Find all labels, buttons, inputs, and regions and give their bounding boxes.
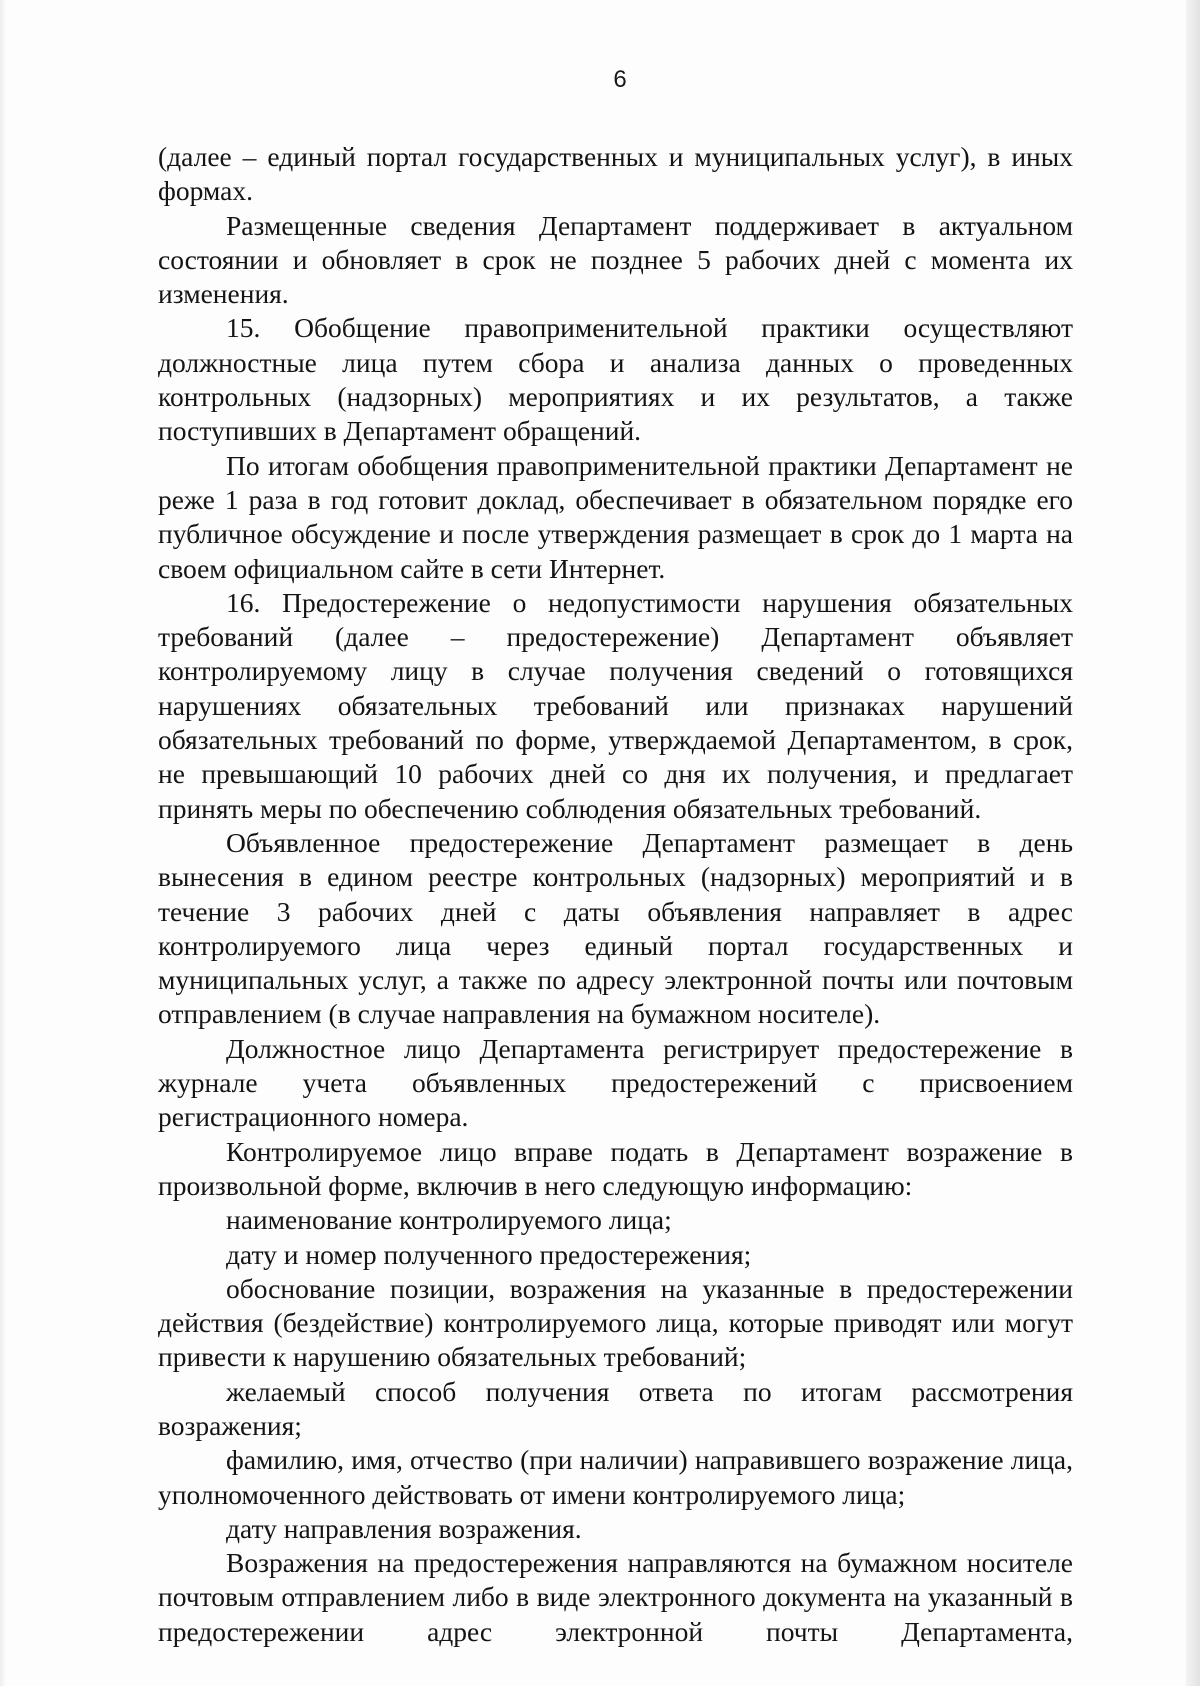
scan-edge-right [1186, 0, 1200, 1686]
list-item: желаемый способ получения ответа по итогам рассмотрения возражения; [158, 1375, 1073, 1441]
page-number: 6 [613, 66, 627, 93]
paragraph: Размещенные сведения Департамент поддерживает в актуальном состоянии и обновляет в срок не позднее 5 рабочих дней с момента их изменения. [158, 209, 1073, 310]
paragraph-item-15: 15. Обобщение правоприменительной практики осуществляют должностные лица путем сбора и анализа данных о проведенных контрольных (надзорных) мероприятиях и их результатов, а также поступивших в Департамент обращений. [158, 312, 1073, 447]
list-item: дату направления возражения. [226, 1512, 582, 1544]
list-item: обоснование позиции, возражения на указанные в предостережении действия (бездействие) контролируемого лица, которые приводят или могут привести к нарушению обязательных требований; [158, 1272, 1073, 1373]
paragraph-continuation: (далее – единый портал государственных и муниципальных услуг), в иных формах. [158, 141, 1073, 207]
paragraph: По итогам обобщения правоприменительной практики Департамент не реже 1 раза в год готовит доклад, обеспечивает в обязательном порядке его публичное обсуждение и после утверждения размещает в срок до 1 марта на своем официальном сайте в сети Интернет. [158, 449, 1073, 584]
scan-edge-left [0, 0, 6, 1686]
paragraph: Должностное лицо Департамента регистрирует предостережение в журнале учета объявленных предостережений с присвоением регистрационного номера. [158, 1032, 1073, 1133]
list-item: фамилию, имя, отчество (при наличии) направившего возражение лица, уполномоченного действовать от имени контролируемого лица; [158, 1444, 1073, 1510]
paragraph-continues: Возражения на предостережения направляются на бумажном носителе почтовым отправлением либо в виде электронного документа на указанный в предостережении адрес электронной почты Департамента, [158, 1547, 1073, 1647]
paragraph: Контролируемое лицо вправе подать в Департамент возражение в произвольной форме, включив в него следующую информацию: [158, 1135, 1073, 1201]
paragraph: Объявленное предостережение Департамент размещает в день вынесения в едином реестре контрольных (надзорных) мероприятий и в течение 3 рабочих дней с даты объявления направляет в адрес контролируемого лица через единый портал государственных и муниципальных услуг, а также по адресу электронной почты или почтовым отправлением (в случае направления на бумажном носителе). [158, 826, 1073, 1030]
list-item: наименование контролируемого лица; [226, 1204, 672, 1236]
paragraph-item-16: 16. Предостережение о недопустимости нарушения обязательных требований (далее – предостережение) Департамент объявляет контролируемому лицу в случае получения сведений о готовящихся нарушениях обязательных требований или признаках нарушений обязательных требований по форме, утверждаемой Департаментом, в срок, не превышающий 10 рабочих дней со дня их получения, и предлагает принять меры по обеспечению соблюдения обязательных требований. [158, 586, 1073, 824]
document-body [158, 140, 1073, 1649]
list-item: дату и номер полученного предостережения; [226, 1238, 752, 1270]
